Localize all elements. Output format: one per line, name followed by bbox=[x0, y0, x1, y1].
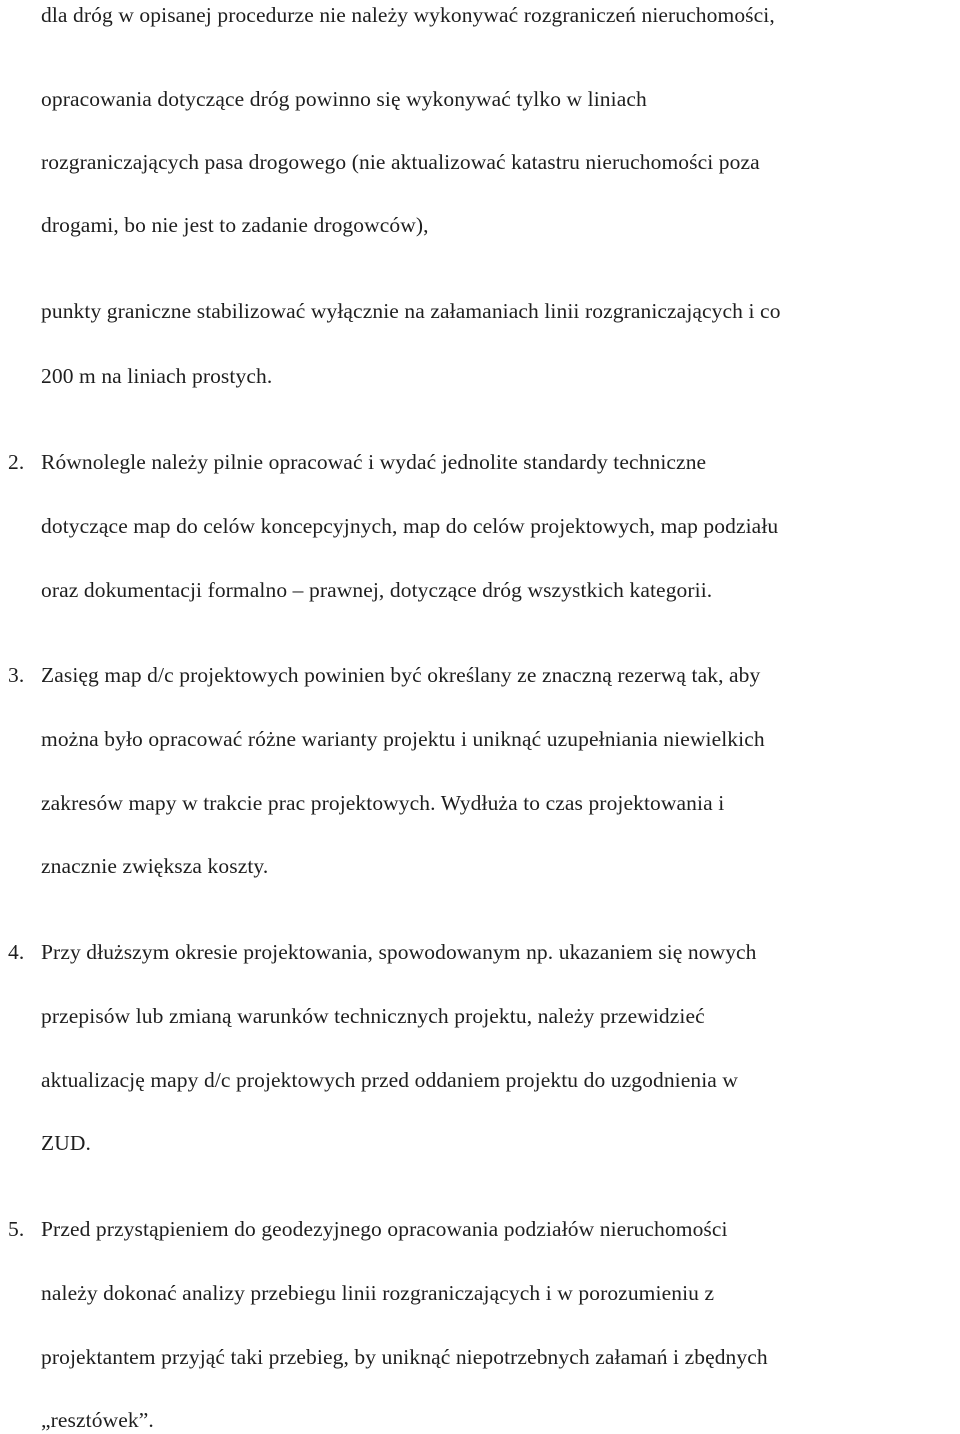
item-5-number: 5. bbox=[8, 1217, 25, 1241]
item-5-line-3: projektantem przyjąć taki przebieg, by uniknąć niepotrzebnych załamań i zbędnych bbox=[41, 1345, 768, 1369]
item-4-text-1: Przy dłuższym okresie projektowania, spowodowanym np. ukazaniem się nowych bbox=[41, 940, 757, 964]
item-2-number: 2. bbox=[8, 450, 25, 474]
item-3-text-1: Zasięg map d/c projektowych powinien być określany ze znaczną rezerwą tak, aby bbox=[41, 663, 761, 687]
item-3-line-3: zakresów mapy w trakcie prac projektowych. Wydłuża to czas projektowania i bbox=[41, 791, 725, 815]
item-2-line-2: dotyczące map do celów koncepcyjnych, map do celów projektowych, map podziału bbox=[41, 514, 779, 538]
item-4-line-1 bbox=[8, 939, 757, 965]
intro-line-2: opracowania dotyczące dróg powinno się wykonywać tylko w liniach bbox=[41, 87, 647, 111]
intro-line-3: rozgraniczających pasa drogowego (nie aktualizować katastru nieruchomości poza bbox=[41, 150, 760, 174]
item-5-line-1 bbox=[8, 1216, 728, 1242]
intro-line-4: drogami, bo nie jest to zadanie drogowców), bbox=[41, 213, 429, 237]
item-5-line-2: należy dokonać analizy przebiegu linii rozgraniczających i w porozumieniu z bbox=[41, 1281, 715, 1305]
item-4-number: 4. bbox=[8, 940, 25, 964]
item-5-text-1: Przed przystąpieniem do geodezyjnego opracowania podziałów nieruchomości bbox=[41, 1217, 728, 1241]
item-3-line-2: można było opracować różne warianty projektu i uniknąć uzupełniania niewielkich bbox=[41, 727, 765, 751]
item-4-line-2: przepisów lub zmianą warunków technicznych projektu, należy przewidzieć bbox=[41, 1004, 705, 1028]
item-4-line-4: ZUD. bbox=[41, 1131, 91, 1155]
item-2-line-1 bbox=[8, 449, 706, 475]
intro-line-6: 200 m na liniach prostych. bbox=[41, 364, 273, 388]
item-2-line-3: oraz dokumentacji formalno – prawnej, dotyczące dróg wszystkich kategorii. bbox=[41, 578, 713, 602]
item-5-line-4: „resztówek”. bbox=[41, 1408, 154, 1432]
item-3-line-4: znacznie zwiększa koszty. bbox=[41, 854, 269, 878]
item-3-line-1 bbox=[8, 662, 760, 688]
intro-line-1: dla dróg w opisanej procedurze nie należy wykonywać rozgraniczeń nieruchomości, bbox=[41, 3, 775, 27]
intro-line-5: punkty graniczne stabilizować wyłącznie na załamaniach linii rozgraniczających i co bbox=[41, 299, 781, 323]
item-3-number: 3. bbox=[8, 663, 25, 687]
item-4-line-3: aktualizację mapy d/c projektowych przed oddaniem projektu do uzgodnienia w bbox=[41, 1068, 739, 1092]
item-2-text-1: Równolegle należy pilnie opracować i wydać jednolite standardy techniczne bbox=[41, 450, 707, 474]
